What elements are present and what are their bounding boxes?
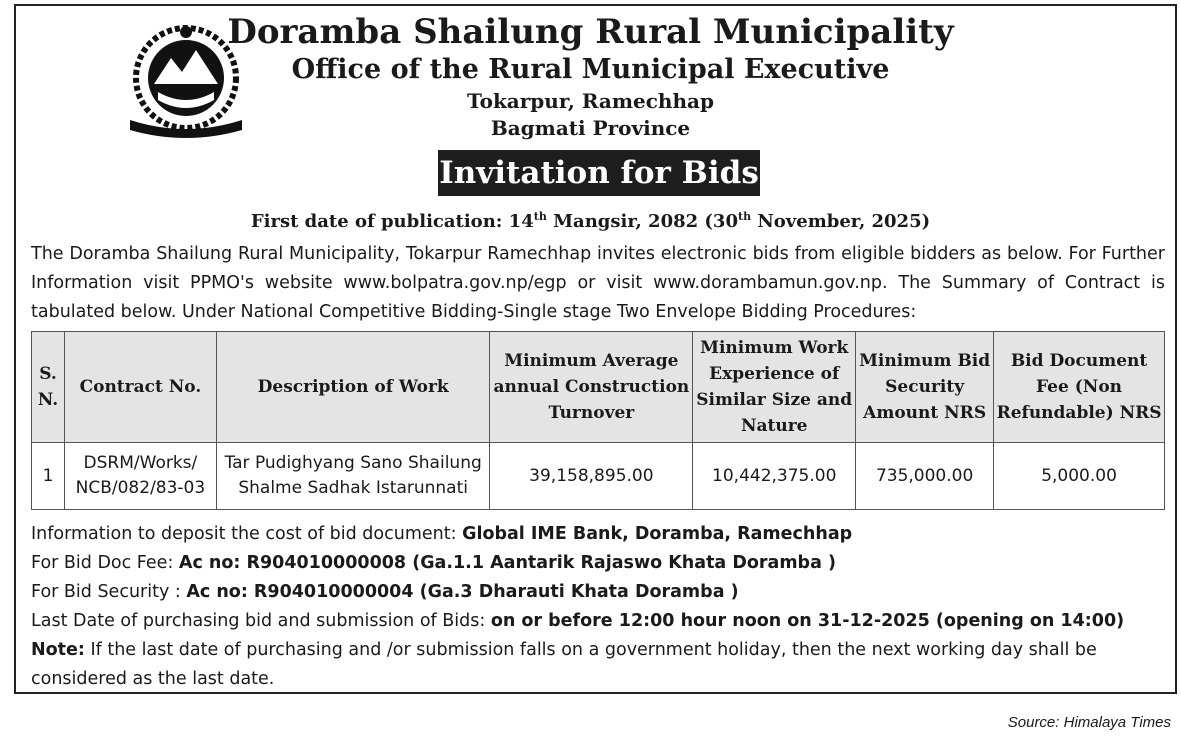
deposit-info-line: Information to deposit the cost of bid document: Global IME Bank, Doramba, Ramechhap	[31, 524, 853, 544]
source-credit: Source: Himalaya Times	[1007, 714, 1171, 731]
cell-sn: 1	[32, 443, 65, 510]
last-date-line: Last Date of purchasing bid and submission of Bids: on or before 12:00 hour noon on 31-12-2025 (opening on 14:00)	[31, 611, 1125, 631]
header-turnover: Minimum Average annual Construction Turnover	[490, 332, 693, 443]
header-experience: Minimum Work Experience of Similar Size and Nature	[693, 332, 856, 443]
municipality-title: Doramba Shailung Rural Municipality	[227, 12, 954, 52]
table-row	[32, 443, 1165, 510]
cell-experience: 10,442,375.00	[693, 443, 856, 510]
address-line: Tokarpur, Ramechhap	[467, 89, 714, 113]
contract-summary-table	[31, 331, 1165, 510]
header-bid-security: Minimum Bid Security Amount NRS	[856, 332, 994, 443]
table-header-row	[32, 332, 1165, 443]
cell-bid-security: 735,000.00	[856, 443, 994, 510]
bid-security-line: For Bid Security : Ac no: R904010000004 (Ga.3 Dharauti Khata Doramba )	[31, 582, 739, 602]
cell-contract-no: DSRM/Works/ NCB/082/83-03	[64, 443, 216, 510]
header-sn: S. N.	[32, 332, 65, 443]
province-line: Bagmati Province	[490, 116, 691, 140]
publication-date: First date of publication: 14th Mangsir, 2082 (30th November, 2025)	[250, 210, 931, 232]
header-doc-fee: Bid Document Fee (Non Refundable) NRS	[994, 332, 1165, 443]
invitation-heading: Invitation for Bids	[438, 150, 760, 196]
bid-information	[31, 520, 1171, 694]
cell-description: Tar Pudighyang Sano Shailung Shalme Sadhak Istarunnati	[216, 443, 490, 510]
intro-paragraph: The Doramba Shailung Rural Municipality, Tokarpur Ramechhap invites electronic bids from eligible bidders as below. For Further Information visit PPMO's website www.bolpatra.gov.np/egp or visit www.dorambamun.gov.np. The Summary of Contract is tabulated below. Under National Competitive Bidding-Single stage Two Envelope Bidding Procedures:	[31, 244, 1165, 322]
cell-turnover: 39,158,895.00	[490, 443, 693, 510]
header-description: Description of Work	[216, 332, 490, 443]
cell-doc-fee: 5,000.00	[994, 443, 1165, 510]
header-contract-no: Contract No.	[64, 332, 216, 443]
note-line: Note: If the last date of purchasing and /or submission falls on a government holiday, then the next working day shall be considered as the last date.	[31, 640, 1097, 689]
doc-fee-line: For Bid Doc Fee: Ac no: R904010000008 (Ga.1.1 Aantarik Rajaswo Khata Doramba )	[31, 553, 836, 573]
office-title: Office of the Rural Municipal Executive	[291, 54, 890, 85]
